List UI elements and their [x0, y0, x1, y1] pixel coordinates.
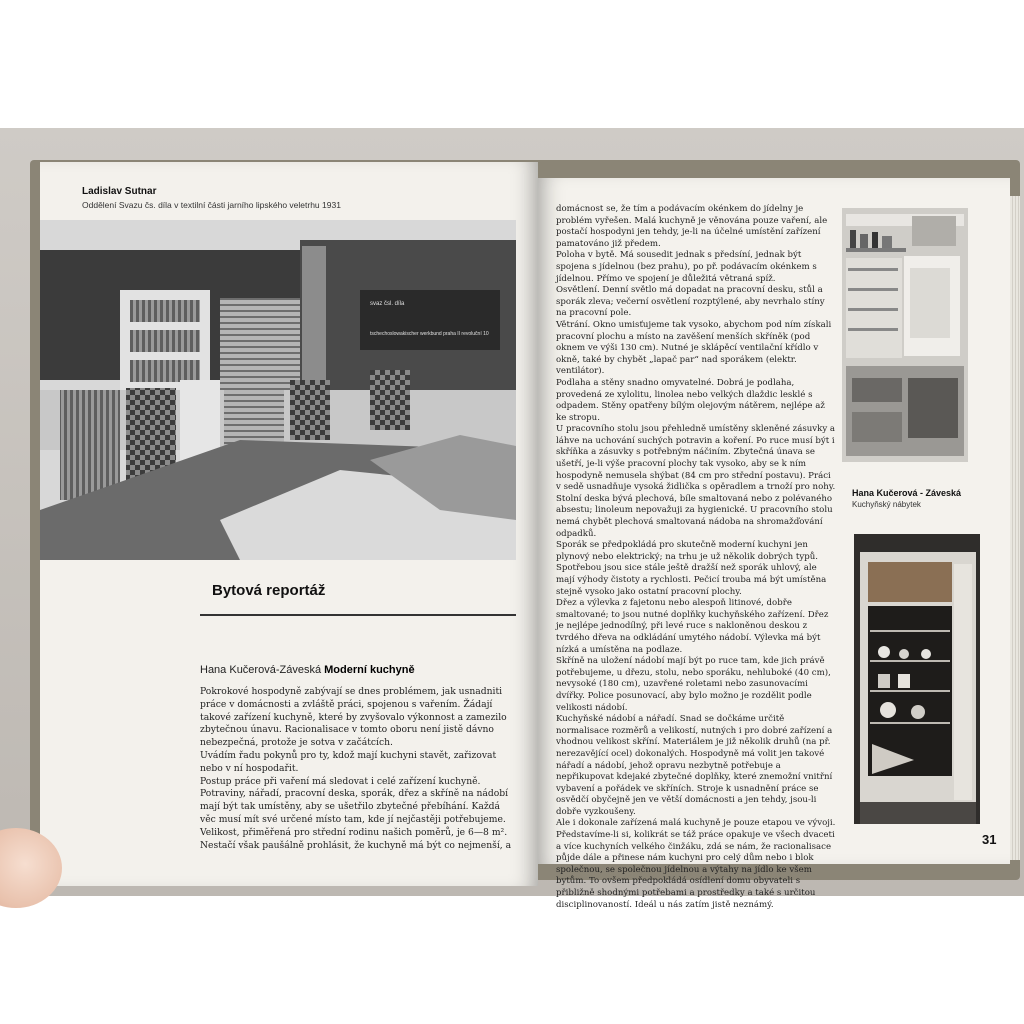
paragraph: Podlaha a stěny snadno omyvatelné. Dobrá je podlaha, provedená ze xylolitu, linolea nebo velkých dlaždic lesklé s odpadem. Stěny opatřeny bílým olejovým nátěrem, nejlépe až ke stropu.	[556, 377, 825, 423]
page-number: 31	[982, 832, 997, 847]
paragraph: Postup práce při vaření má sledovat i celé zařízení kuchyně. Potraviny, nářadí, pracovní deska, sporák, dřez a skříně na nádobí mají být tak umístěny, aby se ušetřilo zbytečné přebíhání. Každá věc musí mít své určené místo tam, kde jí nejčastěji potřebujeme.	[200, 775, 509, 825]
exhibition-photo	[40, 220, 516, 560]
right-photo-author: Hana Kučerová - Záveská	[852, 488, 962, 498]
paragraph: Uvádím řadu pokynů pro ty, kdož mají kuchyni stavět, zařizovat nebo v ní hospodařit.	[200, 749, 497, 774]
cabinet-photo	[854, 534, 980, 824]
pantry-photo	[842, 208, 968, 462]
background-top	[0, 0, 1024, 128]
paragraph: Dřez a výlevka z fajetonu nebo alespoň litinové, dobře smaltované; to jsou nutné doplňky kuchyňského zařízení. Dřez je nejlépe jednodílný, při levé ruce s nakloněnou deskou z tvrdého dřeva na odkládání umytého nádobí. Výlevka má být nízká a umístěna na podlaze.	[556, 598, 829, 655]
pantry-photo-drawing	[842, 208, 968, 462]
exhibition-photo-drawing	[40, 220, 516, 560]
paragraph: Poloha v bytě. Má sousedit jednak s předsíní, jednak být spojena s jídelnou (bez prahu), po př. podávacím okénkem s jídelnou. Přímo ve spojení je důležitá větraná spíž.	[556, 250, 817, 284]
photo-caption: Oddělení Svazu čs. díla v textilní části jarního lipského veletrhu 1931	[82, 200, 341, 210]
paragraph: Ale i dokonale zařízená malá kuchyně je pouze etapou ve vývoji. Představíme-li si, kolikrát se táž práce opakuje ve všech dvaceti a více kuchyních velkého činžáku, zdá se nám, že racionalisace půjde dále a přinese nám kuchyni pro celý dům nebo i blok společnou, se společnou jídelnou a výtahy na jídlo ke všem bytům. To ovšem předpokládá osídlení domu obyvateli s přibližně shodnými potřebami a prostředky a také s určitou disciplinovaností. Ideál u nás zatím jistě neznámý.	[556, 818, 836, 910]
paragraph: domácnost se, že tím a podávacím okénkem do jídelny je problém vyřešen. Malá kuchyně je věnována pouze vaření, ale postačí hospodyni jen tehdy, je-li na účelné umístění zařízení pamatováno již předem.	[556, 204, 828, 249]
background-bottom	[0, 896, 1024, 1024]
section-title: Bytová reportáž	[212, 582, 326, 599]
paragraph: Osvětlení. Denní světlo má dopadat na pracovní desku, stůl a sporák zleva; večerní osvětlení rozptýlené, aby nevrhalo stíny na pracovní pole.	[556, 285, 825, 319]
paragraph: Kuchyňské nádobí a nářadí. Snad se dočkáme určitě normalisace rozměrů a velikostí, nutných i pro dobré zařízení a vhodnou velikost skříní. Materiálem je již několik druhů (na př. nerezavějící ocel) dokonalých. Hospodyně má volit jen takové nářadí a nádobí, jehož opravu nezbytně potřebuje a nepřikupovat kdejaké zbytečné doplňky, které znemožní vnitřní vybavení a pořádek ve skříních. Stroje k usnadnění práce se osvědčí obyčejně jen ve větší domácnosti a jen tehdy, jsou-li dobře vyzkoušeny.	[556, 714, 833, 817]
article-header	[200, 664, 415, 676]
article-author: Hana Kučerová-Záveská	[200, 664, 322, 676]
exhibit-sign-1: svaz čsl. díla	[370, 301, 405, 307]
article-title: Moderní kuchyně	[324, 664, 415, 676]
paragraph: Velikost, přiměřená pro střední rodinu našich poměrů, je 6—8 m². Nestačí však paušálně prohlásit, že kuchyně má být co nejmenší, a	[200, 826, 512, 851]
photo-author: Ladislav Sutnar	[82, 186, 157, 197]
title-rule	[200, 614, 516, 616]
left-article-text	[200, 686, 516, 852]
paragraph: Pokrokové hospodyně zabývají se dnes problémem, jak usnadniti práce v domácnosti a zvláště práci, spojenou s vařením. Žádají takové zařízení kuchyně, které by zvyšovalo výkonnost a zamezilo zbytečnou únavu. Racionalisace v tomto oboru není jistě dávno nebezpečná, protože je sotva v začátcích.	[200, 686, 507, 749]
exhibit-sign-2: tschechoslowakischer werkbund praha II revoluční 10	[370, 331, 489, 337]
cabinet-photo-drawing	[854, 534, 980, 824]
paragraph: Sporák se předpokládá pro skutečně moderní kuchyni jen plynový nebo elektrický; na trhu je už několik dobrých typů. Spotřebou jsou sice stále ještě dražší než sporák uhlový, ale mají výhody čistoty a rychlosti. Pečicí trouba má být umístěna stejně vysoko jako ostatní pracovní plochy.	[556, 540, 827, 597]
paragraph: U pracovního stolu jsou přehledně umístěny skleněné zásuvky a láhve na uchování suchých potravin a koření. Po ruce musí být i skříňka a zásuvky s potřebným náčiním. Zbytečná únava se ušetří, je-li výše pracovní plochy tak vysoko, aby se k ním hospodyně nemusela shýbat (84 cm pro střední postavu). Práci v sedě usnadňuje vysoká židlička s opěradlem a trnoží pro nohy. Stolní deska bývá plechová, bíle smaltovaná nebo z polévaného absestu; linoleum nepovažuji za hygienické. U pracovního stolu nemá chybět plechová smaltovaná nádoba na shromažďování odpadků.	[556, 424, 836, 539]
right-photo-caption: Kuchyňský nábytek	[852, 500, 921, 509]
paragraph: Skříně na uložení nádobí mají být po ruce tam, kde jich právě potřebujeme, u dřezu, stolu, nebo sporáku, nehluboké (40 cm), nevysoké (180 cm), uzavřené roletami nebo zasunovacími dvířky. Police posunovací, aby bylo možno je rozdělit podle velikosti nádobí.	[556, 656, 831, 713]
paragraph: Větrání. Okno umisťujeme tak vysoko, abychom pod ním získali pracovní plochu a místo na zavěšení menších skříněk (pod oknem ve výši 130 cm). Nutné je sklápěcí ventilační křídlo v okně, také by chybět „lapač par“ nad sporákem (elektr. ventilátor).	[556, 319, 832, 377]
right-article-text	[556, 204, 836, 911]
